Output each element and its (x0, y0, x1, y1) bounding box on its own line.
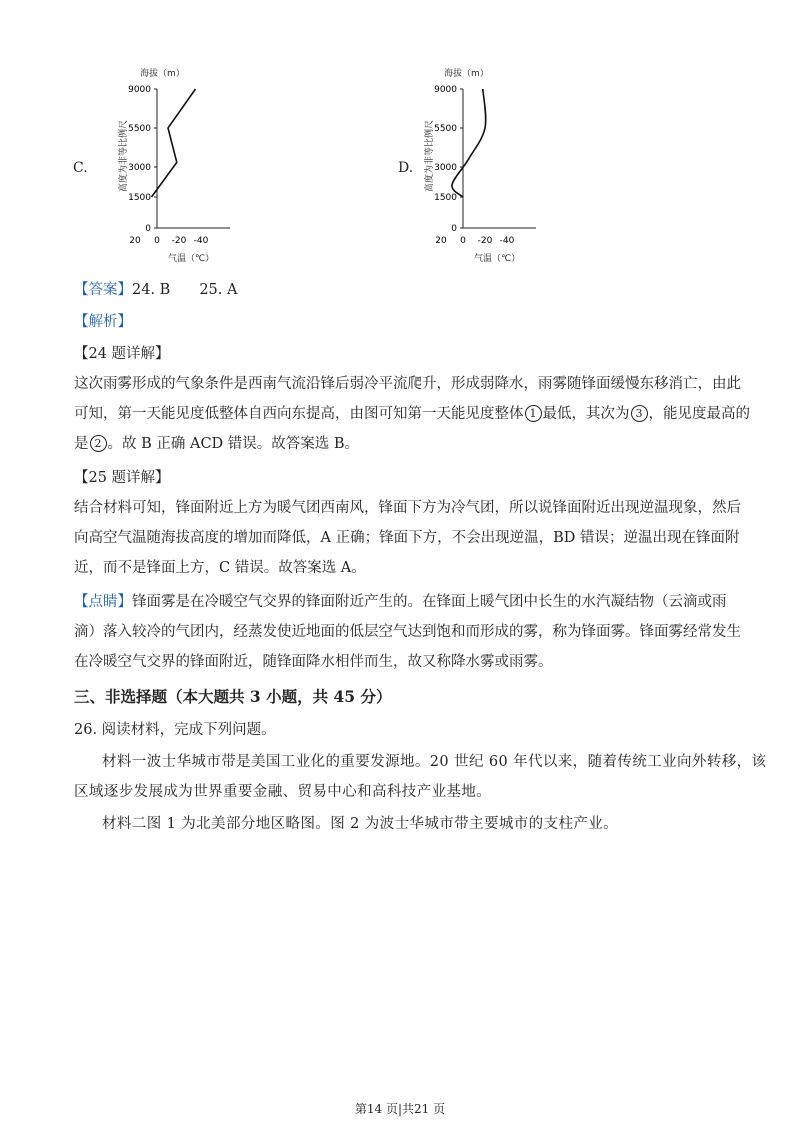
q25-title: 【25 题详解】 (74, 470, 170, 486)
q24-line-2c: ，能见度最高的 (648, 406, 750, 422)
c-y-tick-label: 0 (145, 224, 151, 234)
d-y-tick-label: 1500 (434, 193, 457, 203)
tip-tag: 【点睛】 (74, 594, 132, 610)
q24-line-3 (74, 432, 359, 453)
d-y-tick-label: 9000 (434, 85, 457, 95)
chart-d-side-label: 高度为非等比例尺 (425, 119, 435, 192)
circled-1: 1 (525, 405, 542, 422)
section-3-title: 三、非选择题（本大题共 3 小题，共 45 分） (74, 687, 392, 706)
analysis-tag: 【解析】 (74, 314, 132, 330)
c-x-tick-label: 20 (129, 236, 141, 246)
chart-c-y-unit: 海拔（m） (140, 69, 185, 79)
circled-2: 2 (90, 435, 107, 452)
q24-title: 【24 题详解】 (74, 346, 170, 362)
chart-c-temperature-line (152, 89, 196, 197)
q26-stem: 26. 阅读材料，完成下列问题。 (74, 722, 276, 738)
d-x-tick-label: -20 (477, 236, 493, 246)
tip-line-3: 在冷暖空气交界的锋面附近，随锋面降水相伴而生，故又称降水雾或雨雾。 (74, 654, 553, 670)
d-x-tick-label: -40 (499, 236, 515, 246)
page-footer: 第14 页|共21 页 (354, 1102, 446, 1116)
q24-line-2 (74, 402, 750, 423)
q26-material-1b: 区域逐步发展成为世界重要金融、贸易中心和高科技产业基地。 (74, 784, 492, 800)
chart-d-y-unit: 海拔（m） (444, 69, 489, 79)
option-c-letter: C. (73, 160, 88, 176)
chart-d (416, 62, 566, 267)
chart-d-temperature-line (452, 89, 486, 197)
c-x-tick-label: 0 (154, 236, 160, 246)
c-y-tick-label: 5500 (128, 124, 151, 134)
q24-line-2a: 可知，第一天能见度低整体自西向东提高，由图可知第一天能见度整体 (74, 406, 524, 422)
option-d-letter: D. (398, 160, 414, 176)
tip-line-2: 滴）落入较冷的气团内，经蒸发使近地面的低层空气达到饱和而形成的雾，称为锋面雾。锋面雾经常发生 (74, 624, 741, 640)
chart-d-x-label: 气温（℃） (474, 254, 521, 264)
q24-line-3a: 是 (74, 436, 89, 452)
c-y-tick-label: 3000 (128, 163, 151, 173)
q25-line-2: 向高空气温随海拔高度的增加而降低，A 正确；锋面下方，不会出现逆温，BD 错误；逆温出现在锋面附 (74, 530, 740, 546)
d-x-tick-label: 20 (435, 236, 447, 246)
d-x-tick-label: 0 (460, 236, 466, 246)
chart-c (110, 62, 260, 267)
c-y-tick-label: 1500 (128, 193, 151, 203)
tip-line-1 (74, 590, 727, 611)
answer-line (74, 278, 237, 299)
chart-c-x-label: 气温（℃） (168, 254, 215, 264)
c-x-tick-label: -40 (193, 236, 209, 246)
d-y-tick-label: 3000 (434, 163, 457, 173)
c-y-tick-label: 9000 (128, 85, 151, 95)
q24-line-3b: 。故 B 正确 ACD 错误。故答案选 B。 (107, 436, 360, 452)
d-y-tick-label: 5500 (434, 124, 457, 134)
c-x-tick-label: -20 (171, 236, 187, 246)
q26-material-2: 材料二图 1 为北美部分地区略图。图 2 为波士华城市带主要城市的支柱产业。 (102, 816, 619, 832)
q24-line-1: 这次雨雾形成的气象条件是西南气流沿锋后弱冷平流爬升，形成弱降水，雨雾随锋面缓慢东移消亡，由此 (74, 376, 741, 392)
q25-line-3: 近，而不是锋面上方，C 错误。故答案选 A。 (74, 560, 366, 576)
tip-text-1: 锋面雾是在冷暖空气交界的锋面附近产生的。在锋面上暖气团中长生的水汽凝结物（云滴或雨 (132, 594, 727, 610)
q26-material-1a: 材料一波士华城市带是美国工业化的重要发源地。20 世纪 60 年代以来，随着传统工业向外转移，该 (102, 754, 767, 770)
d-y-tick-label: 0 (451, 224, 457, 234)
circled-3: 3 (631, 405, 648, 422)
answer-tag: 【答案】 (74, 282, 132, 298)
answer-text: 24. B 25. A (132, 282, 238, 298)
q25-line-1: 结合材料可知，锋面附近上方为暖气团西南风，锋面下方为冷气团，所以说锋面附近出现逆温现象，然后 (74, 500, 741, 516)
q24-line-2b: 最低，其次为 (542, 406, 630, 422)
chart-c-side-label: 高度为非等比例尺 (119, 119, 129, 192)
